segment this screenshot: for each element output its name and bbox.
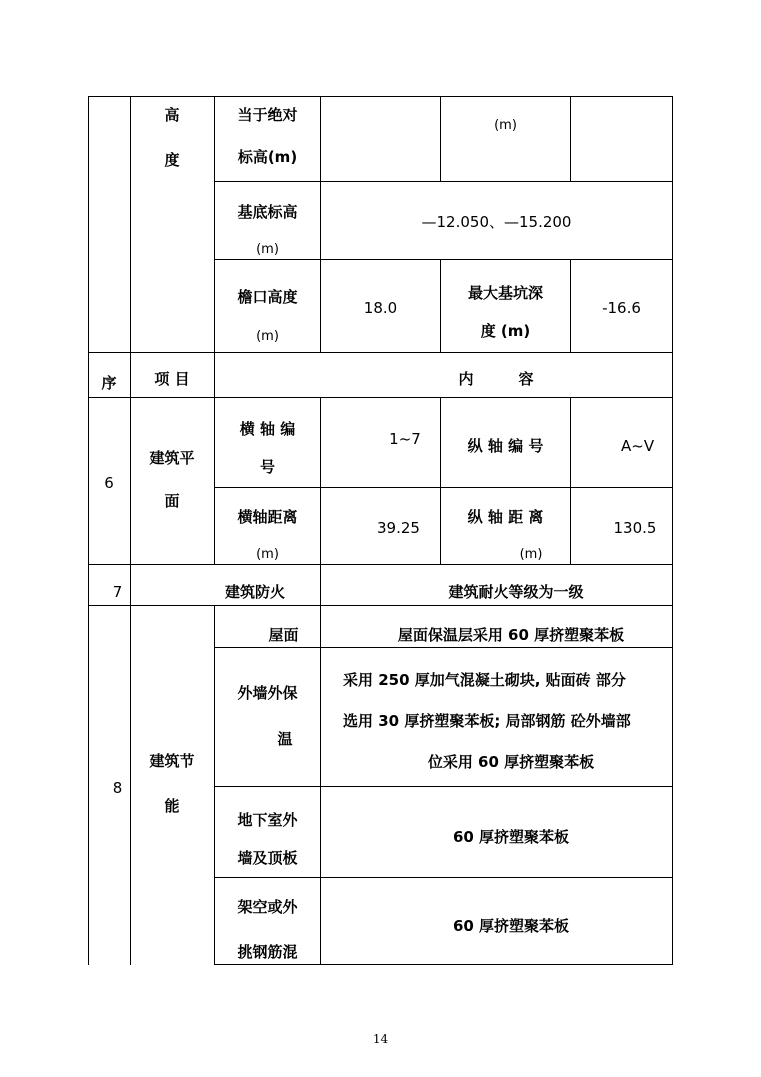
overhang-value: 60 厚挤塑聚苯板: [452, 917, 570, 935]
h-dist-label-2: (m): [256, 547, 279, 562]
pit-depth-label-2: 度 (m): [480, 322, 531, 340]
row8-category-1: 建筑节: [149, 752, 195, 770]
abs-elevation-unit: (m): [494, 118, 517, 133]
row7-category: 建筑防火: [224, 583, 285, 601]
header-content: 内 容: [458, 370, 534, 388]
v-axis-value: A~V: [621, 437, 655, 455]
eave-height-value: 18.0: [363, 299, 398, 317]
elevation-section-char-2: 度: [164, 151, 180, 169]
header-seq: 序: [101, 374, 117, 392]
pit-depth-value: -16.6: [602, 299, 641, 317]
eave-height-label-2: (m): [256, 329, 279, 344]
header-item: 项 目: [154, 370, 190, 388]
basement-wall-value: 60 厚挤塑聚苯板: [452, 828, 570, 846]
base-elevation-label-2: (m): [256, 242, 279, 257]
v-axis-label: 纵 轴 编 号: [467, 437, 544, 455]
v-dist-label-2: (m): [519, 547, 543, 562]
h-axis-label-1: 横 轴 编: [239, 420, 296, 438]
row8-category-2: 能: [164, 797, 180, 815]
h-axis-value: 1~7: [389, 430, 421, 448]
h-dist-value: 39.25: [377, 519, 420, 537]
base-elevation-value: —12.050、—15.200: [421, 213, 572, 231]
basement-wall-label-1: 地下室外: [237, 811, 298, 829]
abs-elevation-label-1: 当于绝对: [237, 106, 298, 124]
base-elevation-label-1: 基底标高: [237, 203, 298, 221]
page-number: 14: [372, 1032, 389, 1046]
eave-height-label-1: 檐口高度: [237, 288, 298, 306]
wall-label-1: 外墙外保: [237, 684, 298, 702]
wall-value-line-2: 选用 30 厚挤塑聚苯板; 局部钢筋 砼外墙部: [343, 712, 631, 730]
wall-label-2: 温: [277, 730, 293, 748]
elevation-section-char-1: 高: [164, 106, 180, 124]
basement-wall-label-2: 墙及顶板: [237, 849, 298, 867]
h-axis-label-2: 号: [259, 458, 275, 476]
roof-label: 屋面: [268, 626, 299, 644]
roof-value: 屋面保温层采用 60 厚挤塑聚苯板: [397, 626, 625, 644]
abs-elevation-label-2: 标高(m): [237, 148, 298, 166]
v-dist-label-1: 纵 轴 距 离: [467, 508, 544, 526]
row7-number: 7: [112, 583, 123, 601]
row6-category-2: 面: [164, 492, 180, 510]
pit-depth-label-1: 最大基坑深: [467, 284, 543, 302]
row6-number: 6: [104, 474, 114, 492]
row6-category-1: 建筑平: [149, 449, 195, 467]
row7-content: 建筑耐火等级为一级: [448, 583, 584, 601]
wall-value-line-1: 采用 250 厚加气混凝土砌块, 贴面砖 部分: [343, 671, 626, 689]
v-dist-value: 130.5: [613, 519, 657, 537]
h-dist-label-1: 横轴距离: [237, 508, 298, 526]
overhang-label-2: 挑钢筋混: [237, 943, 298, 961]
overhang-label-1: 架空或外: [237, 898, 298, 916]
wall-value-line-3: 位采用 60 厚挤塑聚苯板: [427, 753, 595, 771]
row8-number: 8: [112, 779, 123, 797]
